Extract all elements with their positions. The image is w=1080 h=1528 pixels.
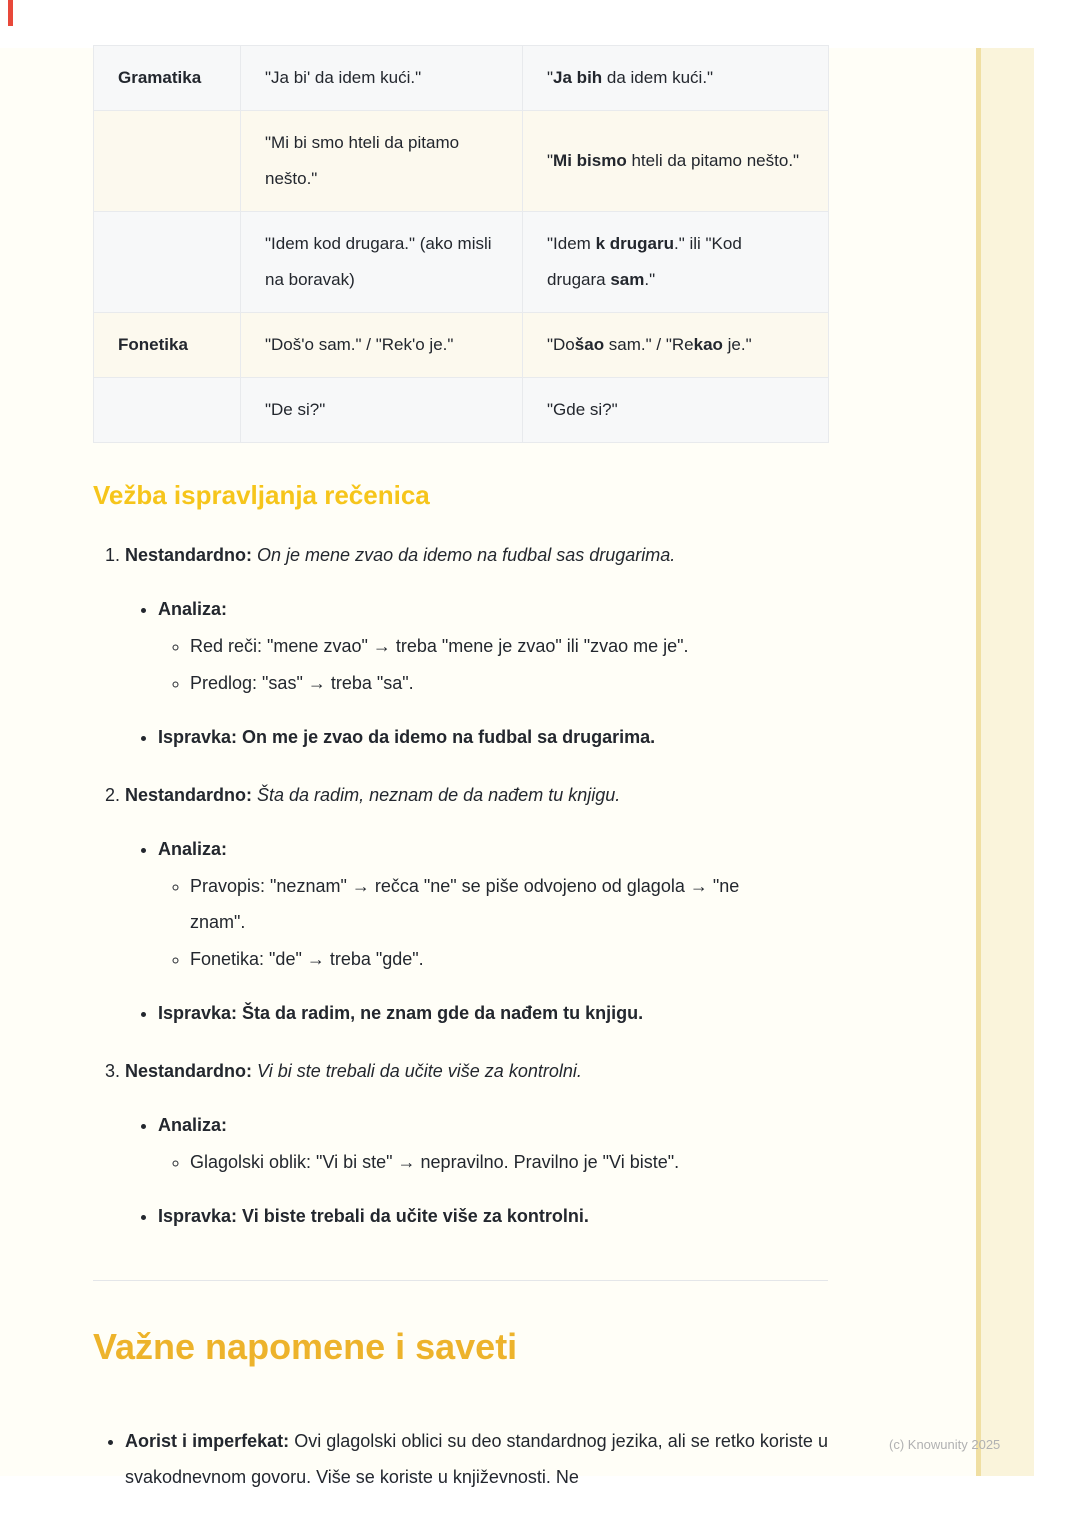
watermark: (c) Knowunity 2025 [889, 1437, 1001, 1452]
exercise-lead: Nestandardno: Vi bi ste trebali da učite više za kontrolni. [125, 1061, 582, 1081]
comparison-table [93, 45, 829, 443]
nonstandard-cell: "Ja bi' da idem kući." [241, 46, 523, 111]
analiza-label: Analiza: [158, 1115, 228, 1135]
standard-cell: "Mi bismo hteli da pitamo nešto." [523, 111, 829, 212]
section-divider [93, 1280, 828, 1281]
standard-cell: "Ja bih da idem kući." [523, 46, 829, 111]
nonstandard-cell: "Idem kod drugara." (ako misli na boravak) [241, 212, 523, 313]
page-sheet [0, 48, 1034, 1487]
exercise-item-3 [125, 1053, 828, 1234]
standard-cell: "Idem k drugaru." ili "Kod drugara sam." [523, 212, 829, 313]
notes-list [93, 1423, 828, 1495]
exercise-list [93, 537, 828, 1234]
standard-cell: "Došao sam." / "Rekao je." [523, 313, 829, 378]
exercise-lead: Nestandardno: Šta da radim, neznam de da nađem tu knjigu. [125, 785, 621, 805]
category-cell [94, 111, 241, 212]
ispravka-item: • Ispravka: Šta da radim, ne znam gde da nađem tu knjigu. [158, 995, 828, 1031]
analiza-item [158, 831, 828, 977]
category-cell: Gramatika [94, 46, 241, 111]
analysis-detail: ◦ Pravopis: "neznam" → rečca "ne" se piše odvojeno od glagola → "ne znam". [190, 868, 750, 940]
analysis-detail: ◦ Red reči: "mene zvao" → treba "mene je zvao" ili "zvao me je". [190, 628, 828, 664]
nonstandard-cell: "Doš'o sam." / "Rek'o je." [241, 313, 523, 378]
red-edge-mark [8, 0, 13, 26]
exercise-item-2 [125, 777, 828, 1031]
standard-cell: "Gde si?" [523, 378, 829, 443]
analiza-label: Analiza: [158, 839, 228, 859]
table-row [94, 111, 829, 212]
nonstandard-cell: "Mi bi smo hteli da pitamo nešto." [241, 111, 523, 212]
document-content [93, 45, 828, 1495]
table-row [94, 378, 829, 443]
analiza-label: Analiza: [158, 599, 228, 619]
table-row [94, 46, 829, 111]
exercise-lead: Nestandardno: On je mene zvao da idemo na fudbal sas drugarima. [125, 545, 676, 565]
ispravka-item: • Ispravka: Vi biste trebali da učite više za kontrolni. [158, 1198, 828, 1234]
analysis-detail: ◦ Fonetika: "de" → treba "gde". [190, 941, 828, 977]
category-cell: Fonetika [94, 313, 241, 378]
category-cell [94, 212, 241, 313]
section-title-vazne: Važne napomene i saveti [93, 1326, 518, 1367]
table-row [94, 212, 829, 313]
table-row [94, 313, 829, 378]
analiza-item [158, 1107, 828, 1180]
section-title-vezba: Vežba ispravljanja rečenica [93, 480, 430, 510]
note-item: • Aorist i imperfekat: Ovi glagolski oblici su deo standardnog jezika, ali se retko koriste u svakodnevnom govoru. Više se koriste u književnosti. Ne [125, 1423, 828, 1495]
nonstandard-cell: "De si?" [241, 378, 523, 443]
ispravka-item: • Ispravka: On me je zvao da idemo na fudbal sa drugarima. [158, 719, 828, 755]
right-margin-stripe [976, 48, 1034, 1476]
analiza-item [158, 591, 828, 701]
analysis-detail: ◦ Glagolski oblik: "Vi bi ste" → nepravilno. Pravilno je "Vi biste". [190, 1144, 828, 1180]
analysis-detail: ◦ Predlog: "sas" → treba "sa". [190, 665, 828, 701]
category-cell [94, 378, 241, 443]
exercise-item-1 [125, 537, 828, 755]
